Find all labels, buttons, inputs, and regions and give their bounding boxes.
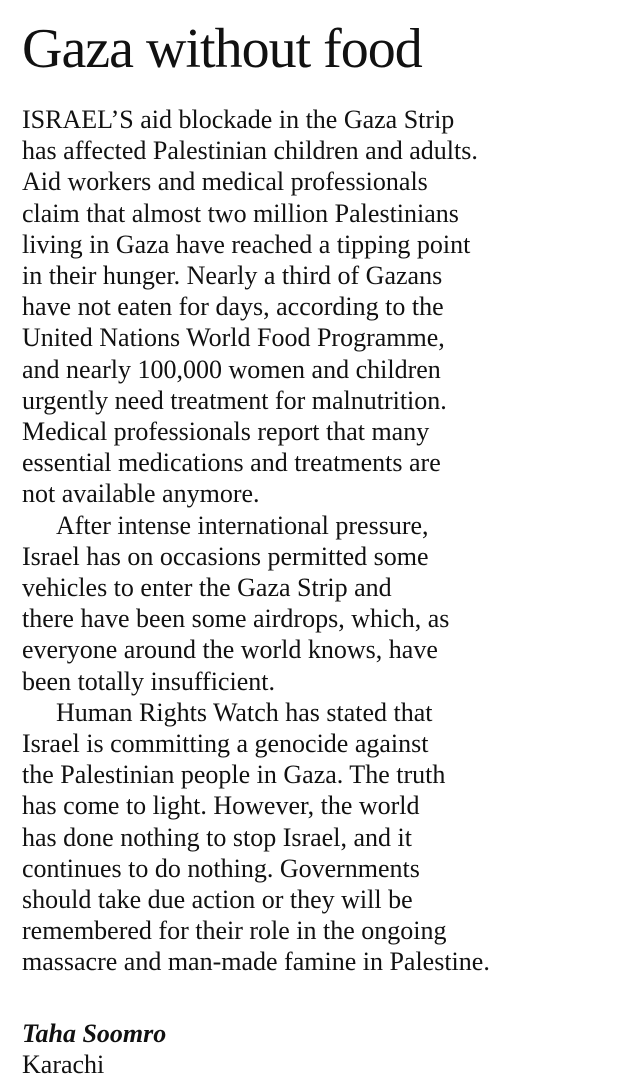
text-line: there have been some airdrops, which, as [22, 604, 450, 634]
text-line: Aid workers and medical professionals [22, 167, 428, 197]
text-line: continues to do nothing. Governments [22, 853, 420, 883]
text-line: should take due action or they will be [22, 885, 413, 915]
text-line: Israel is committing a genocide against [22, 729, 429, 759]
text-line: not available anymore. [22, 479, 260, 509]
letter-body [22, 104, 622, 978]
text-line: massacre and man-made famine in Palestine. [22, 947, 490, 977]
paragraph-2 [22, 510, 622, 697]
text-line: has come to light. However, the world [22, 791, 420, 821]
paragraph-3 [22, 697, 622, 978]
text-line: urgently need treatment for malnutrition. [22, 385, 447, 415]
text-line: remembered for their role in the ongoing [22, 916, 447, 946]
text-line: been totally insufficient. [22, 666, 275, 696]
text-line: has affected Palestinian children and adults. [22, 136, 478, 166]
signature-block [22, 1018, 622, 1080]
text-line: the Palestinian people in Gaza. The truth [22, 760, 446, 790]
headline: Gaza without food [22, 18, 422, 80]
text-line: vehicles to enter the Gaza Strip and [22, 573, 392, 603]
text-line: have not eaten for days, according to the [22, 292, 444, 322]
text-line: United Nations World Food Programme, [22, 323, 445, 353]
author-city: Karachi [22, 1049, 105, 1079]
text-line: After intense international pressure, [56, 510, 429, 540]
text-line: Human Rights Watch has stated that [56, 697, 433, 727]
text-line: claim that almost two million Palestinians [22, 198, 459, 228]
text-line: living in Gaza have reached a tipping point [22, 229, 471, 259]
author-name: Taha Soomro [22, 1018, 167, 1048]
text-line: essential medications and treatments are [22, 448, 441, 478]
text-line: in their hunger. Nearly a third of Gazans [22, 261, 443, 291]
text-line: ISRAEL’S aid blockade in the Gaza Strip [22, 105, 455, 134]
text-line: and nearly 100,000 women and children [22, 354, 441, 384]
text-line: Medical professionals report that many [22, 417, 430, 447]
text-line: everyone around the world knows, have [22, 635, 438, 665]
letter-to-editor [22, 14, 622, 1080]
paragraph-1 [22, 104, 622, 510]
text-line: has done nothing to stop Israel, and it [22, 822, 412, 852]
text-line: Israel has on occasions permitted some [22, 541, 429, 571]
